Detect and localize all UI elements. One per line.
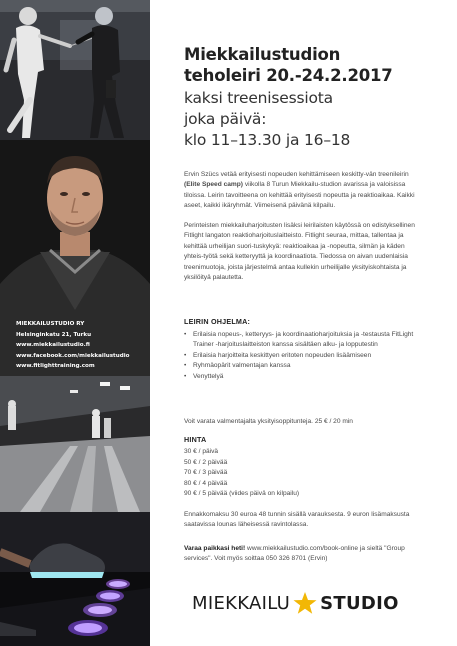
fitlight-paragraph: Perinteisten miekkailuharjoitusten lisäksi leirilaisten käytössä on edistyksellinen Fitlight langaton reaktioharjoituslaitteisto. Fitlight seuraa, mittaa, tallentaa ja kehittää urheilijan suori-tuskykyä: reaktioaikaa ja -nopeutta, silmän ja käden yhteis-työtä sekä ketteryyttä ja koordinaatiota. Tiedossa on aivan uudenlaisia treenimuotoja, joista järjestelmä antaa kullekin urheilijalle yksityiskohtaista ja yksilöityä palautetta. — [184, 222, 415, 282]
text-column — [184, 0, 446, 646]
subtitle-line-1: kaksi treenisessiota — [184, 89, 333, 107]
facebook-link[interactable]: www.facebook.com/miekkailustudio — [16, 352, 130, 359]
bullet-point: • — [184, 362, 187, 370]
booking-callout: Varaa paikkasi heti! — [184, 545, 246, 552]
price-heading: HINTA — [184, 435, 207, 444]
photo-column — [0, 0, 150, 646]
title-line-1: Miekkailustudion — [184, 45, 341, 64]
logo-text-left: MIEKKAILU — [192, 592, 291, 614]
fitlight-shoe-photo — [0, 512, 150, 646]
fencers-photo — [0, 0, 150, 140]
website-link[interactable]: www.miekkailustudio.fi — [16, 342, 90, 348]
subtitle-line-2: joka päivä: — [184, 110, 267, 128]
price-list — [184, 447, 299, 500]
club-name: MIEKKAILUSTUDIO RY — [16, 321, 85, 327]
price-item: 70 € / 3 päivää — [184, 469, 228, 477]
star-icon — [293, 591, 317, 615]
list-item: • Erilaisia nopeus-, ketteryys- ja koordinaatioharjoituksia ja -testausta FitLight Trainer -harjoituslaitteiston kanssa sisältäen alku- ja lopputestin — [184, 331, 414, 349]
program-list — [184, 330, 416, 382]
prepayment-text: Ennakkomaksu 30 euroa 48 tunnin sisällä varauksesta. 9 euron lisämaksusta saatavissa lounas läheisessä ravintolassa. — [184, 511, 410, 529]
intro-highlight: (Elite Speed camp) — [184, 181, 243, 189]
page-title — [184, 44, 446, 86]
price-item: 80 € / 4 päivää — [184, 479, 228, 487]
intro-text-2: viikolla 8 Turun Miekkailu-studion avarissa ja valoisissa tiloissa. Leirin tavoitteena on kehittää erityisesti nopeutta ja reaktioaikaa. Kaikki aseet, kaikki ikäryhmät. Viimeisenä päivänä kilpailu. — [184, 181, 415, 210]
bullet-point: • — [184, 331, 187, 338]
title-line-2: teholeiri 20.-24.2.2017 — [184, 66, 393, 85]
fitlight-link[interactable]: www.fitlighttraining.com — [16, 363, 95, 369]
schedule-subtitle — [184, 88, 446, 151]
subtitle-line-3: klo 11–13.30 ja 16–18 — [184, 131, 351, 149]
contact-info — [16, 319, 148, 372]
intro-paragraph — [184, 170, 416, 212]
bullet-point: • — [184, 351, 187, 359]
bullet-point: • — [184, 372, 187, 380]
logo-text-right: STUDIO — [320, 592, 399, 614]
studio-logo — [192, 589, 399, 617]
fencing-hall-photo — [0, 376, 150, 512]
list-item: • Erilaisia harjoitteita keskittyen eritoten nopeuden lisäämiseen — [184, 351, 416, 361]
price-item: 30 € / päivä — [184, 448, 219, 455]
list-item: • Ryhmäopärit valmentajan kanssa — [184, 361, 416, 371]
list-item: • Venyttelyä — [184, 372, 416, 382]
booking-text — [184, 544, 416, 565]
club-address: Helsinginkatu 21, Turku — [16, 331, 92, 338]
program-heading: LEIRIN OHJELMA: — [184, 317, 251, 326]
booking-details[interactable]: www.miekkailustudio.com/book-online ja sieltä "Group services". Voit myös soittaa 050 326 8701 (Ervin) — [184, 545, 405, 563]
private-lesson-note: Voit varata valmentajalta yksityisoppitunteja. 25 € / 20 min — [184, 418, 353, 425]
intro-text-1: Ervin Szücs vetää erityisesti nopeuden kehittämiseen keskitty-vän treenileirin — [184, 171, 409, 178]
price-item: 90 € / 5 päivää (viides päivä on kilpailu) — [184, 490, 300, 498]
price-item: 50 € / 2 päivää — [184, 458, 228, 466]
